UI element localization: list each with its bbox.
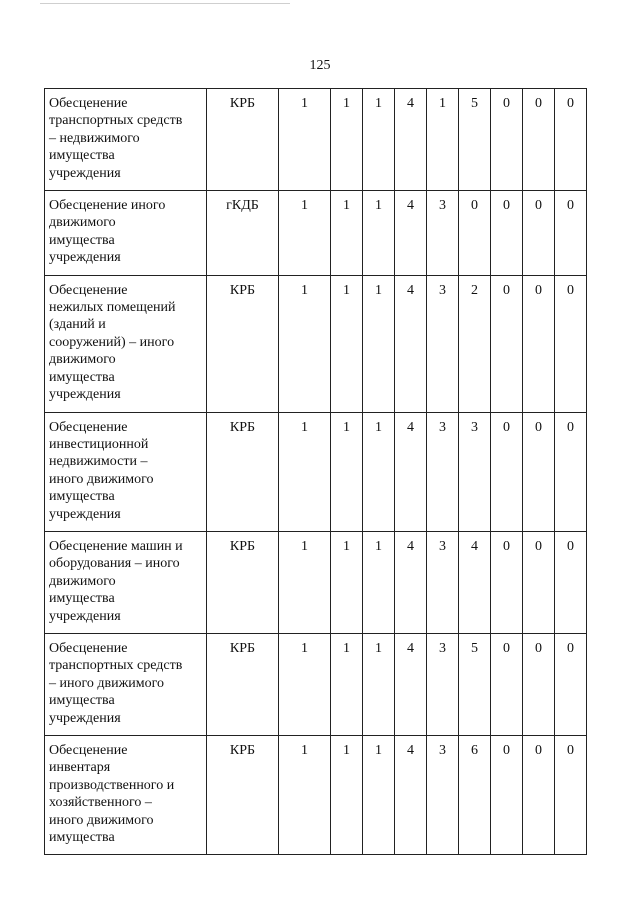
row-name-line: иного движимого [49, 812, 154, 828]
row-value-cell: 4 [395, 191, 427, 276]
row-code-cell: КРБ [207, 275, 279, 412]
row-value-cell: 1 [279, 275, 331, 412]
row-value-cell: 4 [395, 89, 427, 191]
row-name-cell [45, 531, 207, 633]
row-value-cell: 0 [523, 191, 555, 276]
row-name-line: Обесценение машин и [49, 538, 183, 554]
row-value-cell: 0 [523, 736, 555, 855]
row-value-cell: 3 [427, 633, 459, 735]
row-value-cell: 1 [363, 736, 395, 855]
table-row [45, 412, 587, 531]
row-value-cell: 1 [363, 633, 395, 735]
row-value-cell: 4 [459, 531, 491, 633]
row-value-cell: 0 [523, 412, 555, 531]
row-name-line: Обесценение [49, 640, 128, 656]
row-value-cell: 1 [363, 191, 395, 276]
row-name-line: имущества [49, 830, 115, 846]
row-value-cell: 3 [427, 531, 459, 633]
row-name-line: сооружений) – иного [49, 334, 175, 350]
row-name-line: имущества [49, 693, 115, 709]
row-name-line: Обесценение [49, 282, 128, 298]
row-name-line: движимого [49, 215, 116, 231]
row-value-cell: 0 [555, 191, 587, 276]
row-value-cell: 2 [459, 275, 491, 412]
row-value-cell: 1 [279, 736, 331, 855]
row-value-cell: 0 [555, 275, 587, 412]
row-name-line: учреждения [49, 387, 121, 403]
row-value-cell: 1 [363, 531, 395, 633]
table-body [45, 89, 587, 855]
row-name-line: – иного движимого [49, 675, 165, 691]
row-name-line: имущества [49, 369, 115, 385]
row-value-cell: 3 [459, 412, 491, 531]
page-number: 125 [309, 58, 331, 73]
row-value-cell: 0 [523, 633, 555, 735]
row-name-line: – недвижимого [49, 130, 140, 146]
table-row [45, 89, 587, 191]
row-value-cell: 0 [491, 633, 523, 735]
table-row [45, 736, 587, 855]
row-name-line: инвестиционной [49, 436, 149, 452]
row-value-cell: 0 [555, 89, 587, 191]
row-value-cell: 0 [523, 89, 555, 191]
row-value-cell: 5 [459, 633, 491, 735]
row-value-cell: 0 [555, 412, 587, 531]
row-code-cell: КРБ [207, 736, 279, 855]
row-name-line: учреждения [49, 608, 121, 624]
row-name-cell [45, 633, 207, 735]
row-value-cell: 1 [363, 89, 395, 191]
row-value-cell: 4 [395, 412, 427, 531]
row-name-line: учреждения [49, 710, 121, 726]
row-value-cell: 4 [395, 736, 427, 855]
row-name-line: имущества [49, 232, 115, 248]
row-name-line: движимого [49, 352, 116, 368]
row-value-cell: 0 [491, 531, 523, 633]
row-code-cell: гКДБ [207, 191, 279, 276]
row-name-line: (зданий и [49, 317, 106, 333]
row-name-line: Обесценение иного [49, 198, 166, 214]
row-name-cell [45, 412, 207, 531]
row-value-cell: 1 [363, 412, 395, 531]
row-value-cell: 1 [279, 89, 331, 191]
account-table [44, 88, 587, 855]
row-name-cell [45, 736, 207, 855]
row-code-cell: КРБ [207, 531, 279, 633]
row-value-cell: 4 [395, 633, 427, 735]
row-value-cell: 0 [555, 633, 587, 735]
row-value-cell: 0 [491, 89, 523, 191]
row-name-cell [45, 89, 207, 191]
row-value-cell: 1 [331, 531, 363, 633]
row-code-cell: КРБ [207, 633, 279, 735]
row-value-cell: 0 [491, 412, 523, 531]
row-name-line: Обесценение [49, 743, 128, 758]
row-value-cell: 3 [427, 412, 459, 531]
row-name-line: учреждения [49, 165, 121, 181]
row-name-line: учреждения [49, 506, 121, 522]
row-value-cell: 0 [491, 736, 523, 855]
row-name-cell [45, 191, 207, 276]
row-value-cell: 0 [523, 531, 555, 633]
row-value-cell: 1 [279, 633, 331, 735]
row-name-line: транспортных средств [49, 658, 183, 674]
row-value-cell: 4 [395, 531, 427, 633]
row-value-cell: 4 [395, 275, 427, 412]
row-name-cell [45, 275, 207, 412]
row-value-cell: 6 [459, 736, 491, 855]
row-name-line: Обесценение [49, 96, 128, 111]
row-name-line: транспортных средств [49, 113, 183, 129]
row-value-cell: 1 [331, 89, 363, 191]
row-name-line: движимого [49, 573, 116, 589]
row-name-line: имущества [49, 591, 115, 607]
table-row [45, 633, 587, 735]
row-value-cell: 0 [555, 531, 587, 633]
row-value-cell: 3 [427, 191, 459, 276]
row-code-cell: КРБ [207, 89, 279, 191]
row-value-cell: 0 [555, 736, 587, 855]
row-value-cell: 1 [331, 412, 363, 531]
row-value-cell: 1 [279, 412, 331, 531]
row-name-line: производственного и [49, 777, 175, 793]
row-value-cell: 5 [459, 89, 491, 191]
row-name-line: учреждения [49, 250, 121, 266]
row-value-cell: 0 [523, 275, 555, 412]
row-name-line: хозяйственного – [49, 795, 152, 811]
row-value-cell: 1 [331, 191, 363, 276]
row-value-cell: 0 [491, 275, 523, 412]
row-code-cell: КРБ [207, 412, 279, 531]
row-name-line: оборудования – иного [49, 556, 180, 572]
row-value-cell: 1 [279, 531, 331, 633]
table-row [45, 191, 587, 276]
row-value-cell: 0 [491, 191, 523, 276]
row-name-line: нежилых помещений [49, 300, 176, 316]
row-value-cell: 0 [459, 191, 491, 276]
table-row [45, 531, 587, 633]
row-name-line: инвентаря [49, 760, 111, 776]
row-name-line: иного движимого [49, 471, 154, 487]
row-name-line: Обесценение [49, 419, 128, 435]
row-value-cell: 1 [363, 275, 395, 412]
scan-artifact-line [40, 3, 290, 4]
row-value-cell: 1 [427, 89, 459, 191]
table-row [45, 275, 587, 412]
row-value-cell: 1 [331, 633, 363, 735]
row-value-cell: 3 [427, 275, 459, 412]
row-value-cell: 3 [427, 736, 459, 855]
row-value-cell: 1 [331, 275, 363, 412]
row-value-cell: 1 [279, 191, 331, 276]
row-name-line: недвижимости – [49, 454, 148, 470]
row-name-line: имущества [49, 489, 115, 505]
row-value-cell: 1 [331, 736, 363, 855]
row-name-line: имущества [49, 148, 115, 164]
